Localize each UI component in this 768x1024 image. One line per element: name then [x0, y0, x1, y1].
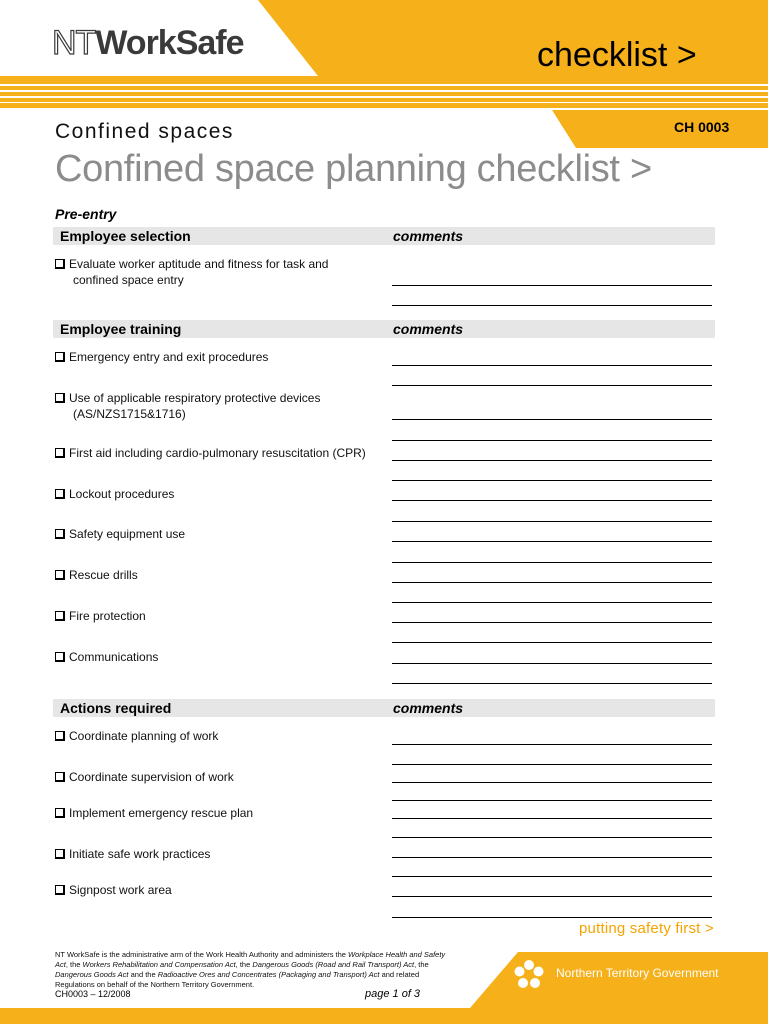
checkbox[interactable]: [55, 731, 65, 741]
comment-line[interactable]: [392, 917, 712, 918]
comment-line[interactable]: [392, 782, 712, 783]
section-title: Employee training: [60, 321, 182, 337]
checkbox[interactable]: [55, 611, 65, 621]
comment-line[interactable]: [392, 365, 712, 366]
comment-line[interactable]: [392, 285, 712, 286]
checkbox[interactable]: [55, 849, 65, 859]
checkbox[interactable]: [55, 808, 65, 818]
checklist-item: Coordinate supervision of work: [55, 769, 234, 785]
checklist-item: Safety equipment use: [55, 526, 185, 542]
checklist-item: Fire protection: [55, 608, 146, 624]
comment-line[interactable]: [392, 480, 712, 481]
header-stripe: [0, 90, 768, 92]
checkbox[interactable]: [55, 448, 65, 458]
government-name: Northern Territory Government: [556, 966, 719, 980]
comment-line[interactable]: [392, 663, 712, 664]
comment-line[interactable]: [392, 744, 712, 745]
checklist-item: Initiate safe work practices: [55, 846, 210, 862]
checklist-item: Evaluate worker aptitude and fitness for task and confined space entry: [55, 256, 328, 288]
section-title: Actions required: [60, 700, 172, 716]
comment-line[interactable]: [392, 642, 712, 643]
comments-label: comments: [393, 700, 464, 716]
checklist-item: Emergency entry and exit procedures: [55, 349, 268, 365]
comment-line[interactable]: [392, 896, 712, 897]
header-stripe: [0, 84, 768, 86]
checkbox[interactable]: [55, 393, 65, 403]
comment-line[interactable]: [392, 582, 712, 583]
comment-line[interactable]: [392, 419, 712, 420]
comment-line[interactable]: [392, 800, 712, 801]
comments-label: comments: [393, 321, 464, 337]
document-code: CH 0003: [674, 119, 730, 135]
comment-line[interactable]: [392, 818, 712, 819]
comment-line[interactable]: [392, 521, 712, 522]
checklist-item: First aid including cardio-pulmonary resuscitation (CPR): [55, 445, 366, 461]
comment-line[interactable]: [392, 305, 712, 306]
page-title: Confined space planning checklist >: [55, 148, 652, 190]
checkbox[interactable]: [55, 529, 65, 539]
checklist-item: Lockout procedures: [55, 486, 174, 502]
checkbox[interactable]: [55, 885, 65, 895]
comment-line[interactable]: [392, 440, 712, 441]
footer-disclaimer: NT WorkSafe is the administrative arm of the Work Health Authority and administers the Workplace Health and Safety Act, the Workers Rehabilitation and Compensation Act, the Dangerous Goods (Road and Rail Transport) Act, the Dangerous Goods Act and the Radioactive Ores and Concentrates (Packaging and Transport) Act and related Regulations on behalf of the Northern Territory Government.: [55, 950, 446, 989]
doc-type-heading: checklist >: [537, 36, 697, 74]
subject-heading: Confined spaces: [55, 120, 234, 143]
ntworksafe-logo: NTWorkSafe: [52, 24, 244, 62]
comment-line[interactable]: [392, 460, 712, 461]
comment-line[interactable]: [392, 683, 712, 684]
comment-line[interactable]: [392, 837, 712, 838]
checklist-item: Coordinate planning of work: [55, 728, 218, 744]
comment-line[interactable]: [392, 500, 712, 501]
bottom-strip: [0, 1008, 768, 1024]
footer-doc-code: CH0003 – 12/2008: [55, 989, 131, 999]
checklist-item: Implement emergency rescue plan: [55, 805, 253, 821]
header-stripe: [0, 96, 768, 98]
checklist-item: Rescue drills: [55, 567, 138, 583]
code-tab: [552, 110, 768, 148]
nt-government-flower-icon: [512, 958, 546, 992]
checkbox[interactable]: [55, 652, 65, 662]
checklist-item: Signpost work area: [55, 882, 172, 898]
comment-line[interactable]: [392, 602, 712, 603]
comment-line[interactable]: [392, 857, 712, 858]
checkbox[interactable]: [55, 570, 65, 580]
comment-line[interactable]: [392, 385, 712, 386]
comment-line[interactable]: [392, 562, 712, 563]
checkbox[interactable]: [55, 352, 65, 362]
comment-line[interactable]: [392, 622, 712, 623]
comment-line[interactable]: [392, 764, 712, 765]
checklist-item: Use of applicable respiratory protective devices (AS/NZS1715&1716): [55, 390, 320, 422]
header-stripe: [0, 102, 768, 103]
comments-label: comments: [393, 228, 464, 244]
checkbox[interactable]: [55, 259, 65, 269]
tagline: putting safety first >: [579, 920, 714, 937]
pre-entry-label: Pre-entry: [55, 206, 117, 222]
checklist-item: Communications: [55, 649, 158, 665]
checkbox[interactable]: [55, 489, 65, 499]
comment-line[interactable]: [392, 541, 712, 542]
page-number: page 1 of 3: [365, 988, 421, 1000]
comment-line[interactable]: [392, 876, 712, 877]
checkbox[interactable]: [55, 772, 65, 782]
section-title: Employee selection: [60, 228, 191, 244]
